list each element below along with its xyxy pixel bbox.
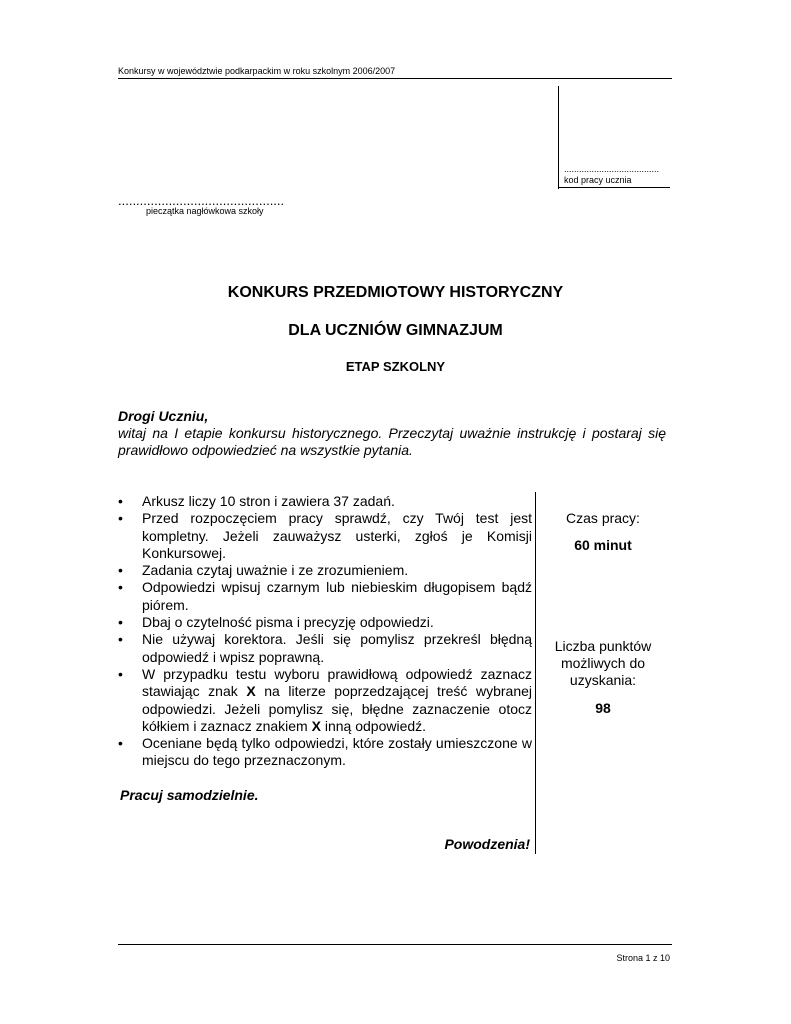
title-line-3: ETAP SZKOLNY xyxy=(345,359,446,374)
rule-item xyxy=(118,614,532,631)
stamp-dots: .............................................. xyxy=(118,193,285,208)
bullet-icon: • xyxy=(118,579,123,596)
rules-list xyxy=(118,493,532,770)
bullet-icon: • xyxy=(118,493,123,509)
time-value: 60 minut xyxy=(574,537,632,553)
work-alone-note: Pracuj samodzielnie. xyxy=(120,787,259,803)
header-text: Konkursy w województwie podkarpackim w roku szkolnym 2006/2007 xyxy=(118,66,396,76)
intro-text: witaj na I etapie konkursu historycznego. Przeczytaj uważnie instrukcję i postaraj się prawidłowo odpowiedzieć na wszystkie pytania. xyxy=(118,425,666,458)
rule-item xyxy=(118,562,532,579)
rule-text: W przypadku testu wyboru prawidłową odpowiedź zaznacz stawiając znak xyxy=(142,665,532,700)
code-box-vertical-line xyxy=(558,86,559,189)
rule-text: Nie używaj korektora. Jeśli się pomylisz przekreśl błędną odpowiedź i wpisz poprawną. xyxy=(142,631,532,665)
bullet-icon: • xyxy=(118,631,123,648)
rule-item xyxy=(118,666,532,735)
bullet-icon: • xyxy=(118,562,123,579)
rule-text: Przed rozpoczęciem pracy sprawdź, czy Twój test jest kompletny. Jeżeli zauważysz usterki, zgłoś je Komisji Konkursowej. xyxy=(142,510,532,561)
rule-item xyxy=(118,579,532,614)
rule-item xyxy=(118,510,532,562)
header-rule xyxy=(118,78,672,79)
greeting: Drogi Uczniu, xyxy=(118,408,209,424)
time-label: Czas pracy: xyxy=(566,510,640,526)
rule-item xyxy=(118,631,532,666)
code-box-dots: ...................................... xyxy=(564,164,660,174)
rule-text: Arkusz liczy 10 stron i zawiera 37 zadań. xyxy=(142,493,395,509)
column-divider xyxy=(535,492,536,854)
bullet-icon: • xyxy=(118,614,123,631)
bullet-icon: • xyxy=(118,735,123,752)
bullet-icon: • xyxy=(118,510,123,527)
good-luck-note: Powodzenia! xyxy=(444,836,530,852)
title-line-1: KONKURS PRZEDMIOTOWY HISTORYCZNY xyxy=(227,284,564,301)
points-label: Liczba punktów możliwych do uzyskania: xyxy=(554,638,652,688)
bullet-icon: • xyxy=(118,665,123,682)
title-line-2: DLA UCZNIÓW GIMNAZJUM xyxy=(288,322,503,339)
code-box-label: kod pracy ucznia xyxy=(564,175,632,185)
page-number: Strona 1 z 10 xyxy=(616,953,670,963)
stamp-label: pieczątka nagłówkowa szkoły xyxy=(146,206,264,216)
footer-rule xyxy=(118,944,672,945)
rule-text: Odpowiedzi wpisuj czarnym lub niebieskim długopisem bądź piórem. xyxy=(142,579,532,613)
rule-text: Dbaj o czytelność pisma i precyzję odpowiedzi. xyxy=(142,614,434,631)
rule-text: Oceniane będą tylko odpowiedzi, które zostały umieszczone w miejscu do tego przeznaczonym. xyxy=(142,735,532,769)
rule-text: na literze poprzedzającej treść wybranej odpowiedzi. Jeżeli pomylisz się, błędne zaznaczenie otocz kółkiem i zaznacz znakiem xyxy=(142,683,532,734)
mark-symbol: X xyxy=(311,717,321,734)
rule-item xyxy=(118,735,532,770)
rule-text: inną odpowiedź. xyxy=(320,717,427,734)
rule-item xyxy=(118,493,532,510)
mark-symbol: X xyxy=(246,683,256,700)
code-box-underline xyxy=(558,187,670,188)
rule-text: Zadania czytaj uważnie i ze zrozumieniem. xyxy=(142,562,409,579)
points-value: 98 xyxy=(595,700,611,716)
